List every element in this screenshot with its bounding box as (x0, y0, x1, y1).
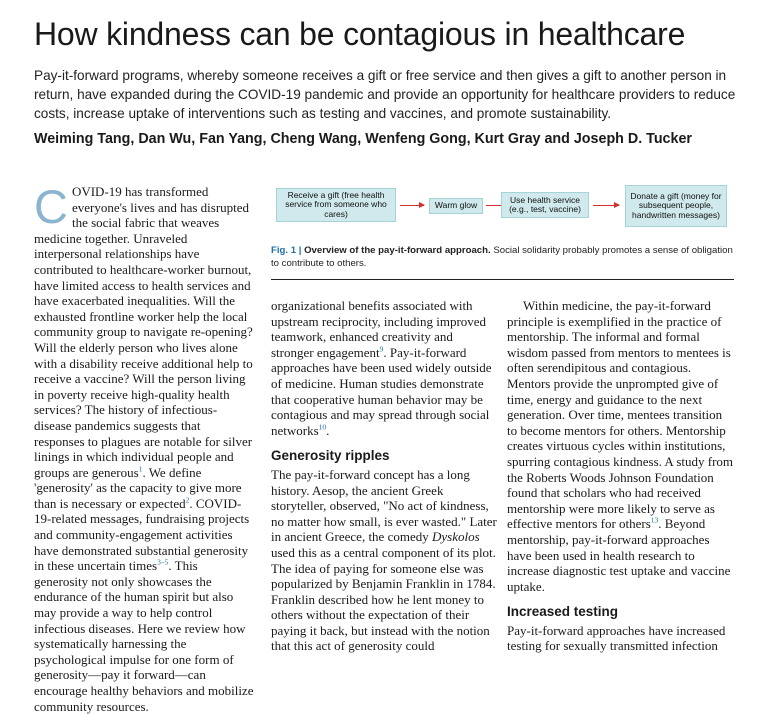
ref-link[interactable]: 3–5 (157, 557, 169, 567)
italic-title: Dyskolos (431, 529, 480, 545)
paragraph (507, 623, 734, 654)
paragraph (271, 467, 497, 654)
column-3 (507, 298, 734, 654)
drop-cap: C (34, 180, 68, 233)
section-heading-generosity-ripples: Generosity ripples (271, 448, 390, 464)
ref-link[interactable]: 1 (138, 464, 143, 474)
ref-link[interactable]: 9 (379, 344, 384, 354)
standfirst: Pay-it-forward programs, whereby someone receives a gift or free service and then gives a gift to another person in return, have expanded during the COVID-19 pandemic and provide an opportunity for healthcare providers to reduce costs, increase uptake of interventions such as testing and vaccines, and promote sustainability. (34, 68, 736, 121)
intro-paragraph (34, 180, 254, 714)
text: OVID-19 has transformed everyone's lives and has disrupted the social fabric that weaves medicine together. Unraveled interpersonal relationships have contributed to healthcare-worker burnout, have limited access to health services and have exacerbated inequalities. Will the exhausted frontline worker help the local community group to navigate re-opening? Will the elderly person who lives alone with a disability receive additional help to receive a vaccine? Will the person living in poverty receive high-quality health services? The history of infectious-disease pandemics suggests that responses to plagues are notable for silver linings in which individual people and groups are generous (34, 184, 253, 480)
ref-link[interactable]: 2 (185, 495, 190, 505)
text: . COVID-19-related messages, fundraising projects and community-engagement activities have demonstrated substantial generosity in these uncertain times (34, 495, 250, 574)
arrow-icon (400, 205, 424, 206)
arrow-icon (593, 205, 619, 206)
caption-text: Social solidarity probably promotes a sense of obligation to contribute to others. (271, 245, 733, 269)
ref-link[interactable]: 10 (318, 422, 327, 432)
diagram-box-receive-gift: Receive a gift (free health service from someone who cares) (276, 188, 396, 222)
diagram-box-warm-glow: Warm glow (429, 198, 483, 214)
text: . This generosity not only showcases the endurance of the human spirit but also may provide a way to help control infectious diseases. Here we review how systematically harnessing the psychological impulse for one form of generosity—pay it forward—can encourage healthy behaviors and mobilize community resources. (34, 558, 254, 714)
text: . (326, 422, 330, 438)
paragraph (507, 298, 734, 594)
diagram-box-use-health-service: Use health service (e.g., test, vaccine) (501, 192, 589, 218)
text: used this as a central component of its plot. The idea of paying for someone else was popularized by Benjamin Franklin in 1784. Franklin described how he lent money to others without the expectation of their paying it back, but instead with the notion that this act of generosity could (271, 544, 496, 654)
diagram-box-donate-gift: Donate a gift (money for subsequent people, handwritten messages) (625, 185, 727, 227)
article-title: How kindness can be contagious in healthcare (34, 16, 686, 52)
text: Within medicine, the pay-it-forward principle is exemplified in the practice of mentorship. The informal and formal wisdom passed from mentors to mentees is often serendipitous and contagious. Mentors provide the unprompted give of time, energy and guidance to the next generation. Over time, mentees transition to become mentors for others. Mentorship creates virtuous cycles within institutions, spurring contagious kindness. A study from the Roberts Woods Johnson Foundation found that scholars who had received mentorship were more likely to serve as effective mentors for others (507, 298, 734, 532)
text: . We define 'generosity' as the capacity to give more than is necessary or expected (34, 464, 242, 511)
text: The pay-it-forward concept has a long history. Aesop, the ancient Greek storyteller, observed, "No act of kindness, no matter how small, is ever wasted." Later in ancient Greece, the comedy (271, 466, 497, 545)
text: organizational benefits associated with upstream reciprocity, including improved teamwork, enhanced creativity and stronger engagement (271, 298, 487, 360)
paragraph (271, 298, 497, 438)
figure-caption (271, 244, 733, 270)
caption-heading: Overview of the pay-it-forward approach. (304, 245, 491, 256)
authors: Weiming Tang, Dan Wu, Fan Yang, Cheng Wang, Wenfeng Gong, Kurt Gray and Joseph D. Tucker (34, 131, 692, 147)
column-1 (34, 180, 254, 714)
figure-divider (271, 279, 734, 280)
column-2 (271, 298, 497, 654)
text: . Beyond mentorship, pay-it-forward approaches have been used in health research to increase diagnostic test uptake and vaccine uptake. (507, 516, 731, 594)
section-heading-increased-testing: Increased testing (507, 604, 619, 620)
text: Pay-it-forward approaches have increased testing for sexually transmitted infection (507, 622, 726, 654)
figure-label: Fig. 1 | (271, 245, 302, 256)
text: . Pay-it-forward approaches have been used widely outside of medicine. Human studies demonstrate that cooperative human behavior may be contagious and may spread through social networks (271, 344, 492, 438)
ref-link[interactable]: 13 (650, 515, 659, 525)
